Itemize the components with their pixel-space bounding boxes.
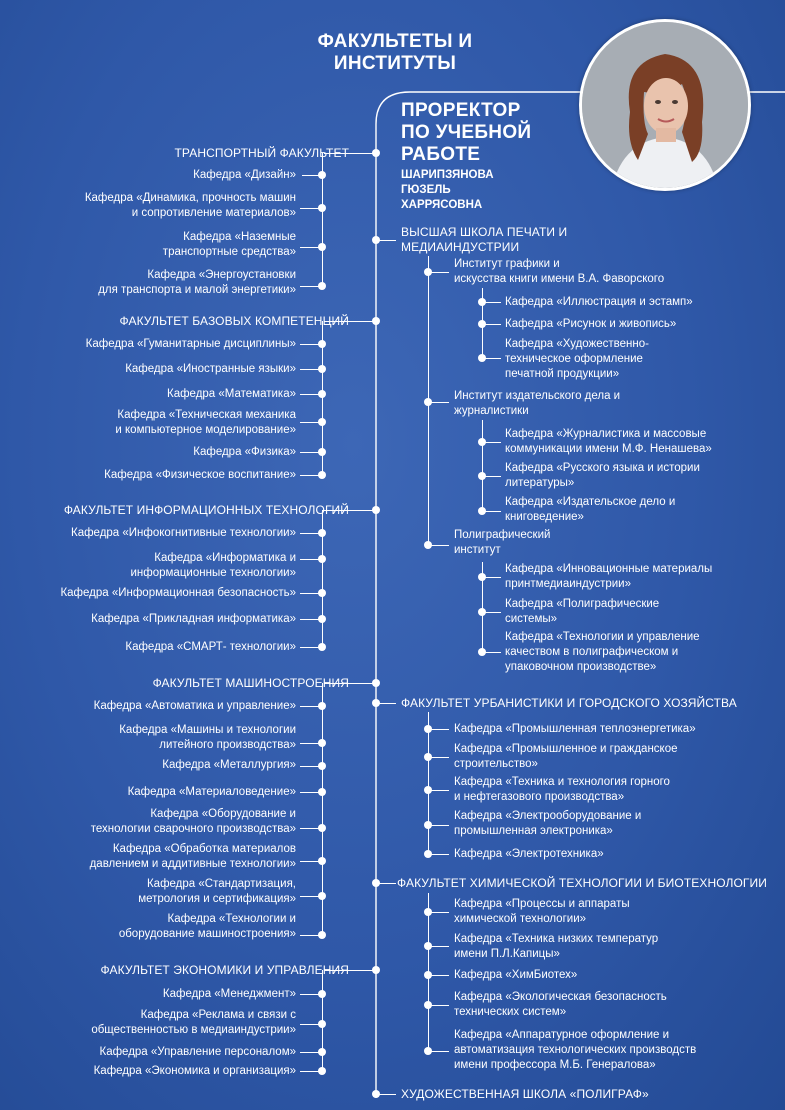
- faculty-mech-title: ФАКУЛЬТЕТ МАШИНОСТРОЕНИЯ: [152, 676, 349, 690]
- department-item: Кафедра «Энергоустановки для транспорта и малой энергетики»: [98, 269, 296, 296]
- department-item: Кафедра «Процессы и аппараты химической технологии»: [454, 898, 630, 925]
- department-item: Кафедра «Информатика и информационные технологии»: [130, 552, 296, 579]
- print-school-title: ВЫСШАЯ ШКОЛА ПЕЧАТИ И МЕДИАИНДУСТРИИ: [401, 225, 568, 254]
- department-item: Кафедра «Математика»: [167, 388, 296, 400]
- department-item: Кафедра «Материаловедение»: [127, 786, 296, 798]
- department-item: Кафедра «Инфокогнитивные технологии»: [71, 527, 296, 539]
- department-item: Кафедра «Журналистика и массовые коммуникации имени М.Ф. Ненашева»: [505, 428, 712, 455]
- department-item: Кафедра «Промышленная теплоэнергетика»: [454, 723, 696, 735]
- department-item: Кафедра «ХимБиотех»: [454, 969, 578, 981]
- node-dot: [372, 149, 380, 157]
- department-item: Кафедра «Наземные транспортные средства»: [162, 231, 296, 258]
- department-item: Кафедра «Русского языка и истории литературы»: [505, 462, 700, 489]
- department-item: Кафедра «Аппаратурное оформление и автоматизация технологических производств имени профессора М.Б. Генералова»: [454, 1029, 697, 1071]
- department-item: Кафедра «Техническая механика и компьютерное моделирование»: [115, 409, 296, 436]
- department-item: Кафедра «Обработка материалов давлением и аддитивные технологии»: [89, 843, 296, 870]
- department-item: Кафедра «Стандартизация, метрология и сертификация»: [138, 878, 296, 905]
- faculty-urban-title: ФАКУЛЬТЕТ УРБАНИСТИКИ И ГОРОДСКОГО ХОЗЯЙСТВА: [401, 696, 737, 710]
- department-item: Кафедра «Экономика и организация»: [93, 1065, 296, 1077]
- department-item: Кафедра «Иллюстрация и эстамп»: [505, 296, 693, 308]
- faculty-econ-title: ФАКУЛЬТЕТ ЭКОНОМИКИ И УПРАВЛЕНИЯ: [100, 963, 349, 977]
- department-item: Кафедра «Полиграфические системы»: [505, 598, 660, 625]
- department-item: Кафедра «Динамика, прочность машин и сопротивление материалов»: [84, 192, 296, 219]
- institute-title: Институт графики и искусства книги имени В.А. Фаворского: [454, 258, 665, 285]
- department-item: Кафедра «Промышленное и гражданское строительство»: [454, 743, 678, 770]
- department-item: Кафедра «Электротехника»: [454, 848, 604, 860]
- department-item: Кафедра «Гуманитарные дисциплины»: [85, 338, 296, 350]
- department-item: Кафедра «Металлургия»: [162, 759, 296, 771]
- department-item: Кафедра «Машины и технологии литейного производства»: [119, 724, 296, 751]
- department-item: Кафедра «Физика»: [193, 446, 296, 458]
- department-item: Кафедра «Физическое воспитание»: [104, 469, 296, 481]
- portrait-image: [582, 22, 748, 188]
- vice-rector-title: ПРОРЕКТОР ПО УЧЕБНОЙ РАБОТЕ: [401, 100, 532, 165]
- institute-title: Институт издательского дела и журналистики: [454, 390, 621, 417]
- department-item: Кафедра «Технологии и управление качеством в полиграфическом и упаковочном производстве»: [505, 631, 700, 673]
- faculty-transport-title: ТРАНСПОРТНЫЙ ФАКУЛЬТЕТ: [174, 146, 349, 160]
- department-item: Кафедра «Рисунок и живопись»: [505, 318, 677, 330]
- department-item: Кафедра «Инновационные материалы принтмедиаиндустрии»: [505, 563, 713, 590]
- department-item: Кафедра «Экологическая безопасность технических систем»: [454, 991, 667, 1018]
- faculty-chem-title: ФАКУЛЬТЕТ ХИМИЧЕСКОЙ ТЕХНОЛОГИИ И БИОТЕХНОЛОГИИ: [397, 876, 767, 890]
- department-item: Кафедра «Менеджмент»: [162, 988, 296, 1000]
- department-item: Кафедра «Управление персоналом»: [99, 1046, 296, 1058]
- department-item: Кафедра «Прикладная информатика»: [91, 613, 296, 625]
- department-item: Кафедра «Издательское дело и книговедение»: [505, 496, 676, 523]
- department-item: Кафедра «Техника и технология горного и нефтегазового производства»: [454, 776, 670, 803]
- vice-rector-photo: [579, 19, 751, 191]
- vice-rector-name: ШАРИПЗЯНОВА ГЮЗЕЛЬ ХАРРЯСОВНА: [401, 169, 494, 211]
- department-item: Кафедра «Технологии и оборудование машиностроения»: [118, 913, 296, 940]
- department-item: Кафедра «Техника низких температур имени П.Л.Капицы»: [454, 933, 659, 960]
- faculty-base-title: ФАКУЛЬТЕТ БАЗОВЫХ КОМПЕТЕНЦИЙ: [119, 314, 349, 328]
- department-item: Кафедра «Иностранные языки»: [125, 363, 296, 375]
- department-item: Кафедра «Автоматика и управление»: [93, 700, 296, 712]
- department-item: Кафедра «Реклама и связи с общественностью в медиаиндустрии»: [91, 1009, 296, 1036]
- department-item: Кафедра «СМАРТ- технологии»: [125, 641, 296, 653]
- page-title: ФАКУЛЬТЕТЫ И ИНСТИТУТЫ: [317, 31, 473, 74]
- department-item: Кафедра «Информационная безопасность»: [60, 587, 296, 599]
- faculty-it-title: ФАКУЛЬТЕТ ИНФОРМАЦИОННЫХ ТЕХНОЛОГИЙ: [63, 503, 349, 517]
- department-item: Кафедра «Оборудование и технологии сварочного производства»: [90, 808, 296, 835]
- institute-title: Полиграфический институт: [454, 529, 551, 556]
- department-item: Кафедра «Дизайн»: [193, 169, 296, 181]
- department-item: Кафедра «Художественно- техническое оформление печатной продукции»: [505, 338, 649, 380]
- department-item: Кафедра «Электрооборудование и промышленная электроника»: [454, 810, 642, 837]
- art-school-title: ХУДОЖЕСТВЕННАЯ ШКОЛА «ПОЛИГРАФ»: [401, 1087, 649, 1101]
